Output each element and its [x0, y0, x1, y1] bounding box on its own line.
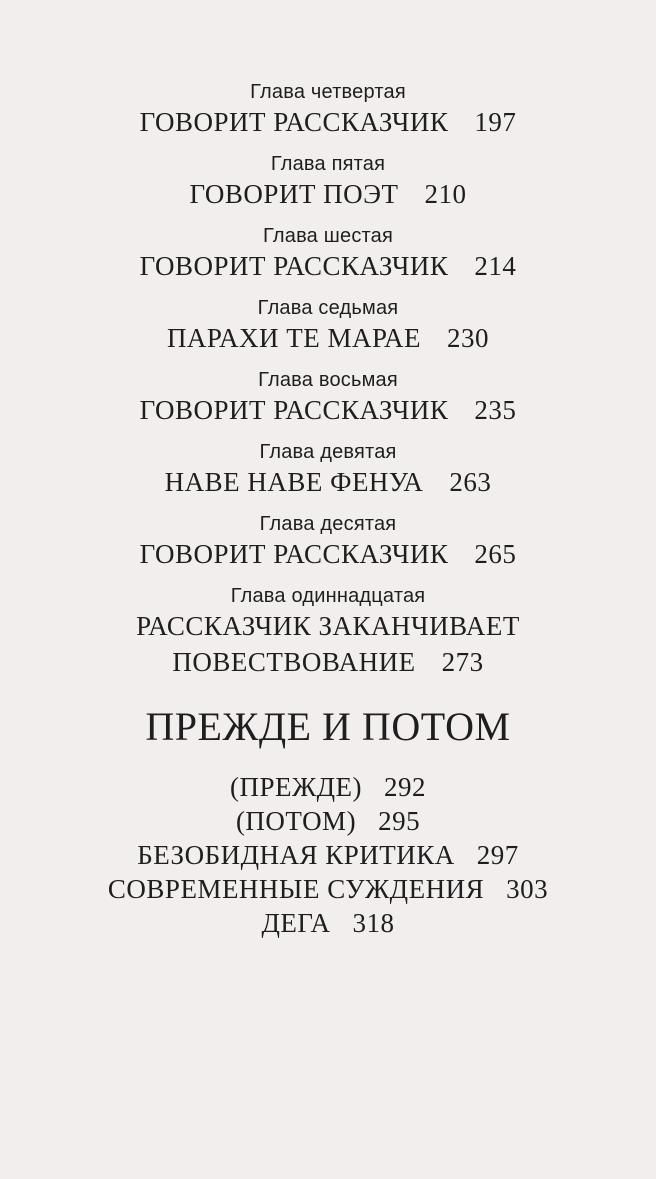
chapter-title: ГОВОРИТ РАССКАЗЧИК	[139, 395, 449, 425]
toc-entry-chapter-6	[0, 224, 656, 284]
page-number: 292	[384, 772, 427, 802]
chapter-label: Глава восьмая	[258, 369, 398, 391]
chapter-title: ГОВОРИТ РАССКАЗЧИК	[139, 251, 449, 281]
entry-title: (ПОТОМ)	[235, 806, 357, 836]
chapter-label: Глава четвертая	[250, 81, 406, 103]
page-number: 303	[506, 874, 549, 904]
chapter-title: ГОВОРИТ ПОЭТ	[189, 179, 399, 209]
chapter-title-line	[0, 320, 656, 356]
chapter-title-line	[0, 248, 656, 284]
toc-entry-chapter-7	[0, 296, 656, 356]
page-number: 197	[474, 107, 517, 137]
page-number: 230	[447, 323, 490, 353]
chapter-title-continued: ПОВЕСТВОВАНИЕ	[172, 647, 416, 677]
chapter-label: Глава девятая	[259, 441, 397, 463]
toc-entry-chapter-10	[0, 512, 656, 572]
chapter-title-line-1	[0, 608, 656, 644]
chapter-title-line	[0, 464, 656, 500]
entry-title: СОВРЕМЕННЫЕ СУЖДЕНИЯ	[107, 874, 485, 904]
chapter-title: ПАРАХИ ТЕ МАРАЕ	[166, 323, 422, 353]
toc-entry-chapter-5	[0, 152, 656, 212]
page-number: 265	[474, 539, 517, 569]
toc-entry-chapter-4	[0, 80, 656, 140]
page-number: 273	[441, 647, 484, 677]
chapter-title-line	[0, 536, 656, 572]
chapter-title: ГОВОРИТ РАССКАЗЧИК	[139, 539, 449, 569]
page-number: 295	[378, 806, 421, 836]
toc-entry-degas	[0, 906, 656, 940]
toc-entry-before	[0, 770, 656, 804]
page-number: 318	[352, 908, 395, 938]
chapter-title-line	[0, 104, 656, 140]
entry-title: (ПРЕЖДЕ)	[229, 772, 363, 802]
chapter-label: Глава пятая	[270, 153, 386, 175]
page-number: 263	[449, 467, 492, 497]
chapter-label: Глава одиннадцатая	[230, 585, 426, 607]
toc-entry-modern-judgments	[0, 872, 656, 906]
toc-entry-chapter-11	[0, 584, 656, 680]
page-number: 214	[474, 251, 517, 281]
toc-entry-after	[0, 804, 656, 838]
chapter-label: Глава десятая	[259, 513, 397, 535]
toc-entry-chapter-8	[0, 368, 656, 428]
chapter-label: Глава шестая	[262, 225, 394, 247]
chapter-label: Глава седьмая	[257, 297, 399, 319]
page-number: 235	[474, 395, 517, 425]
chapter-title: ГОВОРИТ РАССКАЗЧИК	[139, 107, 449, 137]
toc-entry-chapter-9	[0, 440, 656, 500]
chapter-title: НАВЕ НАВЕ ФЕНУА	[164, 467, 424, 497]
table-of-contents	[0, 80, 656, 940]
chapter-title-line-2	[0, 644, 656, 680]
toc-entry-harmless-criticism	[0, 838, 656, 872]
chapter-title: РАССКАЗЧИК ЗАКАНЧИВАЕТ	[136, 611, 520, 641]
page-number: 210	[424, 179, 467, 209]
page-number: 297	[476, 840, 519, 870]
section-title: ПРЕЖДЕ И ПОТОМ	[145, 704, 511, 749]
chapter-title-line	[0, 392, 656, 428]
entry-title: ДЕГА	[261, 908, 331, 938]
chapter-title-line	[0, 176, 656, 212]
entry-title: БЕЗОБИДНАЯ КРИТИКА	[137, 840, 455, 870]
